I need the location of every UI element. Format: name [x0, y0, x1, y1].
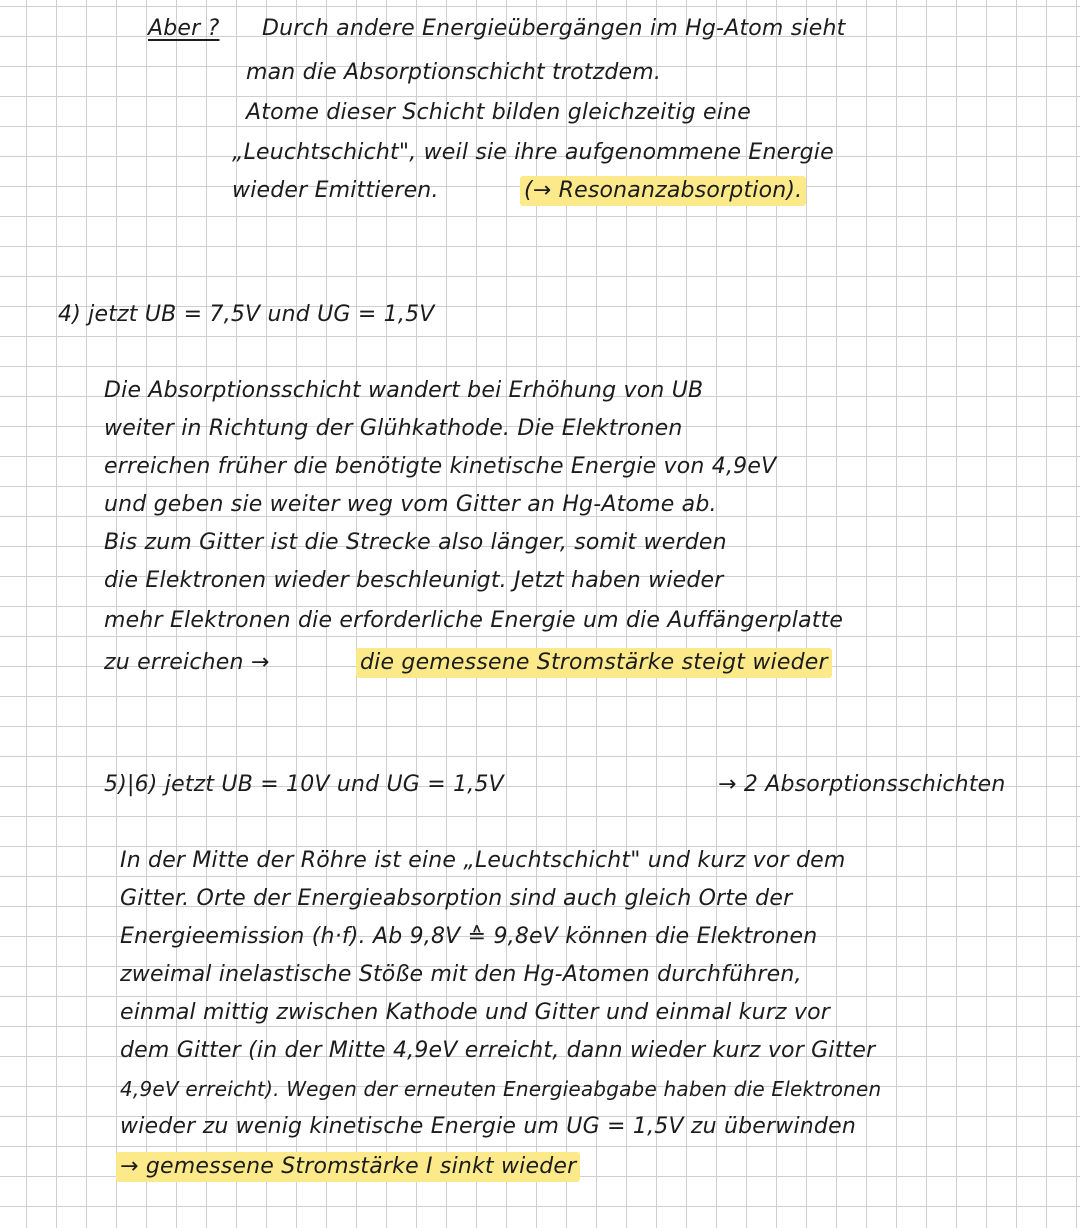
intro-line-3: Atome dieser Schicht bilden gleichzeitig eine	[246, 100, 751, 125]
intro-line-4: „Leuchtschicht", weil sie ihre aufgenommene Energie	[232, 140, 834, 165]
intro-line-2: man die Absorptionschicht trotzdem.	[246, 60, 662, 85]
section4-line-3: erreichen früher die benötigte kinetische Energie von 4,9eV	[104, 454, 777, 479]
section4-highlight: die gemessene Stromstärke steigt wieder	[356, 648, 832, 678]
section56-highlight: → gemessene Stromstärke I sinkt wieder	[116, 1152, 580, 1182]
intro-line-5: wieder Emittieren.	[232, 178, 439, 203]
section56-line-4: zweimal inelastische Stöße mit den Hg-Atomen durchführen,	[120, 962, 802, 987]
section56-heading: 5)|6) jetzt UB = 10V und UG = 1,5V	[104, 772, 504, 797]
intro-line-1: Durch andere Energieübergängen im Hg-Atom sieht	[262, 16, 846, 41]
section4-line-8: zu erreichen →	[104, 650, 270, 675]
section4-line-1: Die Absorptionsschicht wandert bei Erhöhung von UB	[104, 378, 704, 403]
section56-line-7: 4,9eV erreicht). Wegen der erneuten Energieabgabe haben die Elektronen	[120, 1077, 882, 1101]
section56-note: → 2 Absorptionsschichten	[718, 772, 1006, 797]
section56-line-5: einmal mittig zwischen Kathode und Gitter und einmal kurz vor	[120, 1000, 831, 1025]
section4-heading: 4) jetzt UB = 7,5V und UG = 1,5V	[58, 302, 435, 327]
section4-line-5: Bis zum Gitter ist die Strecke also länger, somit werden	[104, 530, 727, 555]
section56-line-2: Gitter. Orte der Energieabsorption sind auch gleich Orte der	[120, 886, 793, 911]
section56-line-1: In der Mitte der Röhre ist eine „Leuchtschicht" und kurz vor dem	[120, 848, 846, 873]
intro-label: Aber ?	[148, 16, 220, 41]
section4-line-4: und geben sie weiter weg vom Gitter an Hg-Atome ab.	[104, 492, 717, 517]
section56-line-8: wieder zu wenig kinetische Energie um UG = 1,5V zu überwinden	[120, 1114, 856, 1139]
section4-line-7: mehr Elektronen die erforderliche Energie um die Auffängerplatte	[104, 608, 844, 633]
section4-line-2: weiter in Richtung der Glühkathode. Die Elektronen	[104, 416, 683, 441]
section4-line-6: die Elektronen wieder beschleunigt. Jetzt haben wieder	[104, 568, 724, 593]
section56-line-3: Energieemission (h·f). Ab 9,8V ≙ 9,8eV können die Elektronen	[120, 924, 818, 949]
intro-highlight: (→ Resonanzabsorption).	[520, 176, 806, 206]
section56-line-6: dem Gitter (in der Mitte 4,9eV erreicht, dann wieder kurz vor Gitter	[120, 1038, 876, 1063]
